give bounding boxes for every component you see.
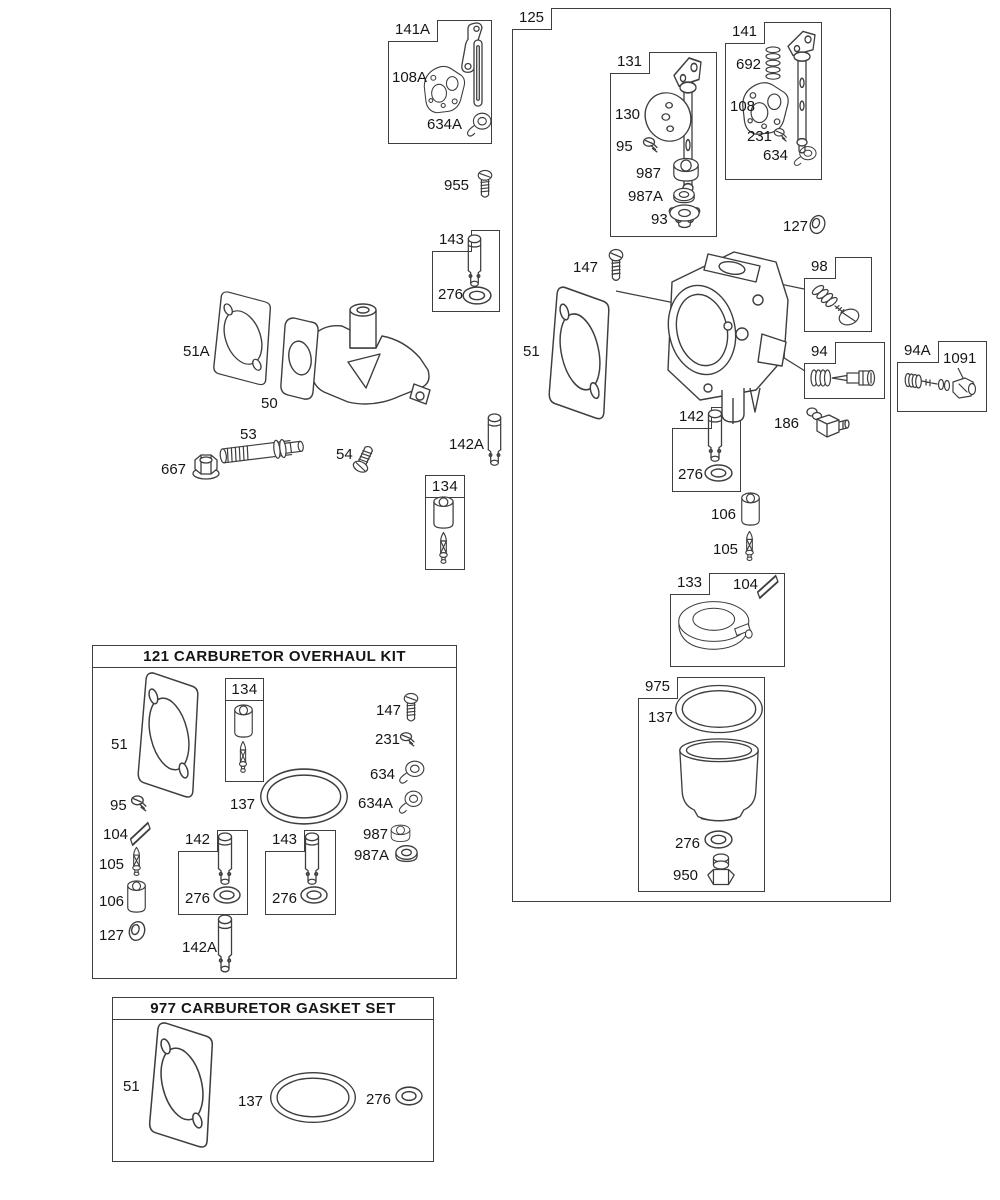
screw-54-drawing: [349, 438, 381, 475]
part-label-50: 50: [261, 395, 278, 412]
bowl-gasket-137-kit-drawing: [257, 765, 351, 828]
needle-valve-94-drawing: [807, 364, 879, 392]
part-label-1091: 1091: [943, 350, 977, 367]
seal-ring-127-kit-drawing: [127, 920, 147, 942]
jet-tube-142A-drawing: [485, 413, 504, 469]
float-needle-134-drawing: [436, 531, 451, 565]
part-label-95-kit: 95: [110, 797, 127, 814]
part-label-51: 51: [523, 343, 540, 360]
spring-clip-634A-drawing: [463, 110, 493, 138]
part-label-147: 147: [573, 259, 599, 276]
oring-276-975-drawing: [703, 829, 734, 850]
part-label-51A: 51A: [183, 343, 210, 360]
cap-93-drawing: [667, 202, 702, 230]
screw-231-kit-drawing: [399, 731, 417, 748]
hinge-pin-104-kit-drawing: [128, 818, 153, 845]
carburetor-body-drawing: [638, 238, 796, 426]
float-needle-105-drawing: [742, 530, 757, 562]
grommet-987-kit-drawing: [389, 824, 412, 843]
main-jet-142-drawing: [705, 409, 725, 465]
part-label-987-kit: 987: [363, 826, 389, 843]
screw-147-drawing: [607, 249, 625, 286]
kit-title-121: 121 CARBURETOR OVERHAUL KIT: [93, 646, 456, 668]
fuel-bowl-975-drawing: [676, 737, 762, 827]
part-label-108: 108: [730, 98, 756, 115]
float-133-drawing: [675, 592, 757, 662]
part-label-104: 104: [733, 576, 759, 593]
part-label-634A-kit: 634A: [358, 795, 394, 812]
main-jet-143-drawing: [465, 234, 484, 290]
nut-667-drawing: [191, 452, 221, 481]
part-label-276-142-kit: 276: [185, 890, 211, 907]
part-label-231: 231: [747, 128, 773, 145]
box-label-143: 143: [432, 230, 472, 252]
part-label-231-kit: 231: [375, 731, 401, 748]
box-label-141A: 141A: [388, 20, 438, 42]
part-label-276-977: 276: [366, 1091, 392, 1108]
kit-title-977: 977 CARBURETOR GASKET SET: [113, 998, 433, 1020]
part-label-137: 137: [648, 709, 674, 726]
screw-147-kit-drawing: [402, 693, 420, 726]
screw-955-drawing: [476, 170, 494, 202]
part-label-106: 106: [711, 506, 737, 523]
part-label-54: 54: [336, 446, 353, 463]
part-label-130: 130: [615, 106, 641, 123]
part-label-276-142: 276: [678, 466, 704, 483]
screw-95-drawing: [642, 136, 660, 154]
screw-231-drawing: [773, 127, 789, 143]
spring-clip-634-kit-drawing: [395, 758, 426, 785]
gasket-51-drawing: [541, 283, 619, 425]
part-label-93: 93: [651, 211, 668, 228]
part-label-692: 692: [736, 56, 762, 73]
part-label-634-kit: 634: [370, 766, 396, 783]
box-label-134-kit: 134: [226, 679, 263, 701]
hinge-pin-104-drawing: [755, 571, 781, 598]
valve-seat-106-drawing: [740, 492, 761, 527]
box-label-142: 142: [672, 407, 712, 429]
part-label-137-977: 137: [238, 1093, 264, 1110]
part-label-987A-kit: 987A: [354, 847, 390, 864]
part-label-142A-kit: 142A: [182, 939, 218, 956]
part-label-987: 987: [636, 165, 662, 182]
spring-clip-634-drawing: [790, 144, 818, 167]
oring-276-142-kit-drawing: [212, 885, 242, 905]
main-jet-142-kit-drawing: [215, 832, 235, 888]
float-needle-105-kit-drawing: [129, 846, 144, 877]
part-label-127-kit: 127: [99, 927, 125, 944]
part-label-276-975: 276: [675, 835, 701, 852]
jet-tube-142A-kit-drawing: [215, 914, 235, 976]
part-label-987A: 987A: [628, 188, 664, 205]
part-label-106-kit: 106: [99, 893, 125, 910]
needle-valve-94A-1091-drawing: [901, 366, 983, 406]
intake-manifold-50-drawing: [264, 296, 434, 426]
gasket-51-kit-drawing: [130, 669, 208, 803]
part-label-108A: 108A: [392, 69, 428, 86]
idle-screw-spring-98-drawing: [809, 282, 863, 328]
screw-95-kit-drawing: [130, 794, 149, 813]
valve-seat-134-drawing: [432, 496, 455, 530]
main-jet-143-kit-drawing: [302, 832, 322, 888]
choke-link-141A-drawing: [471, 38, 485, 110]
part-label-667: 667: [161, 461, 187, 478]
box-label-133: 133: [670, 573, 710, 595]
part-label-105: 105: [713, 541, 739, 558]
drain-bolt-950-drawing: [705, 853, 737, 887]
gasket-51-977-drawing: [141, 1019, 223, 1153]
choke-plate-108A-drawing: [421, 64, 467, 116]
part-label-950: 950: [673, 867, 699, 884]
part-label-634A: 634A: [427, 116, 463, 133]
part-label-186: 186: [774, 415, 800, 432]
box-label-98: 98: [804, 257, 836, 279]
part-label-53: 53: [240, 426, 257, 443]
part-label-955: 955: [444, 177, 470, 194]
oring-276-143-drawing: [461, 285, 493, 306]
box-label-131: 131: [610, 52, 650, 74]
oring-276-142-drawing: [703, 463, 734, 483]
part-label-127: 127: [783, 218, 809, 235]
grommet-987-drawing: [671, 157, 701, 183]
box-label-125: 125: [512, 8, 552, 30]
bowl-gasket-137-977-drawing: [267, 1069, 359, 1126]
part-label-104-kit: 104: [103, 826, 129, 843]
bowl-gasket-137-drawing: [672, 682, 766, 736]
float-needle-134-kit-drawing: [236, 740, 250, 774]
seal-ring-127-drawing: [808, 214, 827, 235]
part-label-276-143-kit: 276: [272, 890, 298, 907]
part-label-634: 634: [763, 147, 789, 164]
part-label-95: 95: [616, 138, 633, 155]
box-label-141: 141: [725, 22, 765, 44]
valve-seat-106-kit-drawing: [126, 880, 147, 914]
box-label-134: 134: [426, 476, 464, 498]
oring-276-143-kit-drawing: [299, 885, 329, 905]
part-label-276-143: 276: [438, 286, 464, 303]
box-label-142-kit: 142: [178, 830, 218, 852]
washer-987A-kit-drawing: [393, 842, 420, 863]
valve-seat-134-kit-drawing: [233, 704, 254, 739]
box-label-94: 94: [804, 342, 836, 364]
stud-53-drawing: [211, 424, 315, 478]
part-label-51-kit: 51: [111, 736, 128, 753]
oring-276-977-drawing: [394, 1085, 424, 1107]
box-label-94A: 94A: [897, 341, 939, 363]
box-label-143-kit: 143: [265, 830, 305, 852]
part-label-137-kit: 137: [230, 796, 256, 813]
spring-clip-634A-kit-drawing: [395, 788, 424, 815]
part-label-147-kit: 147: [376, 702, 402, 719]
box-label-975: 975: [638, 677, 678, 699]
part-label-105-kit: 105: [99, 856, 125, 873]
part-label-51-977: 51: [123, 1078, 140, 1095]
elbow-fitting-186-drawing: [803, 405, 849, 441]
spring-692-drawing: [765, 45, 781, 83]
part-label-142A: 142A: [449, 436, 485, 453]
